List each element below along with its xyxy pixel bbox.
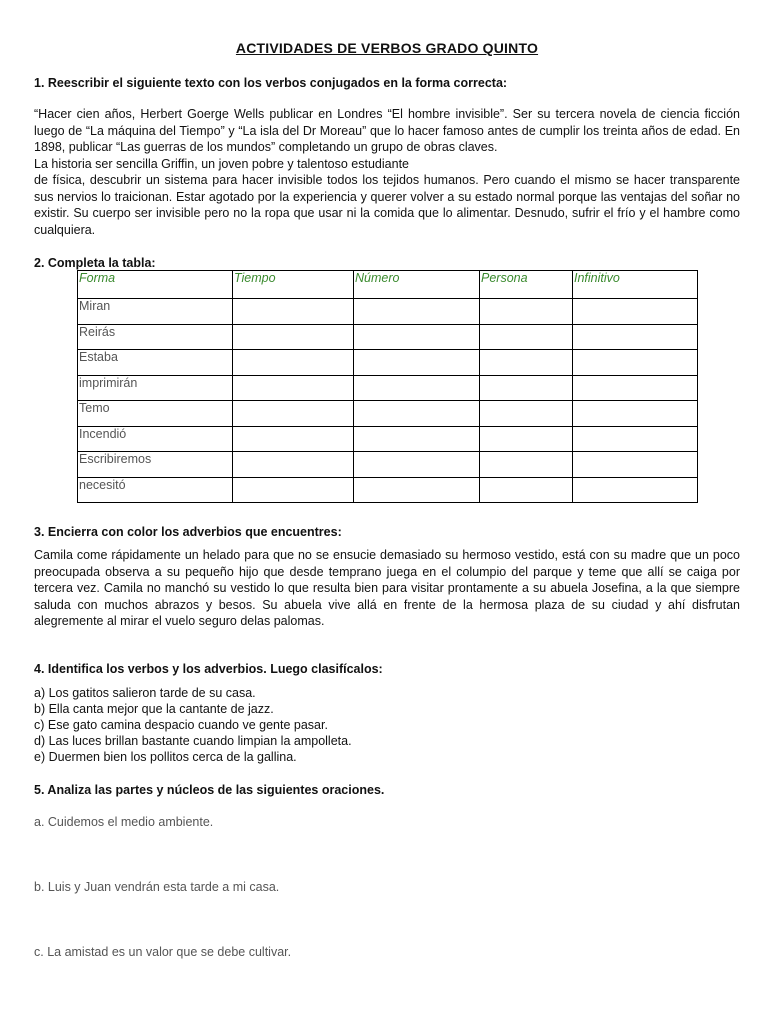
section4-list <box>34 685 740 765</box>
list-item: a) Los gatitos salieron tarde de su casa. <box>34 686 256 700</box>
header-tiempo: Tiempo <box>233 271 354 299</box>
verb-cell: imprimirán <box>78 375 233 401</box>
section1-text <box>34 106 740 238</box>
tiempo-cell[interactable] <box>233 324 354 350</box>
verb-table <box>77 270 698 503</box>
persona-cell[interactable] <box>480 477 573 503</box>
verb-cell: Escribiremos <box>78 452 233 478</box>
infinitivo-cell[interactable] <box>573 375 698 401</box>
verb-cell: Estaba <box>78 350 233 376</box>
numero-cell[interactable] <box>354 299 480 325</box>
sentence-b: b. Luis y Juan vendrán esta tarde a mi casa. <box>34 880 280 894</box>
numero-cell[interactable] <box>354 324 480 350</box>
persona-cell[interactable] <box>480 426 573 452</box>
verb-cell: Incendió <box>78 426 233 452</box>
tiempo-cell[interactable] <box>233 426 354 452</box>
tiempo-cell[interactable] <box>233 452 354 478</box>
infinitivo-cell[interactable] <box>573 426 698 452</box>
numero-cell[interactable] <box>354 350 480 376</box>
list-item: c) Ese gato camina despacio cuando ve gente pasar. <box>34 718 328 732</box>
infinitivo-cell[interactable] <box>573 324 698 350</box>
persona-cell[interactable] <box>480 401 573 427</box>
persona-cell[interactable] <box>480 350 573 376</box>
infinitivo-cell[interactable] <box>573 477 698 503</box>
tiempo-cell[interactable] <box>233 350 354 376</box>
table-row <box>78 477 698 503</box>
table-header-row <box>78 271 698 299</box>
verb-cell: necesitó <box>78 477 233 503</box>
table-row <box>78 299 698 325</box>
numero-cell[interactable] <box>354 477 480 503</box>
section2-heading: 2. Completa la tabla: <box>34 256 156 270</box>
persona-cell[interactable] <box>480 452 573 478</box>
table-row <box>78 426 698 452</box>
table-row <box>78 375 698 401</box>
section4-heading: 4. Identifica los verbos y los adverbios. Luego clasifícalos: <box>34 662 383 676</box>
tiempo-cell[interactable] <box>233 401 354 427</box>
verb-cell: Miran <box>78 299 233 325</box>
section1-heading: 1. Reescribir el siguiente texto con los verbos conjugados en la forma correcta: <box>34 76 508 90</box>
infinitivo-cell[interactable] <box>573 452 698 478</box>
section1-paragraph-a: “Hacer cien años, Herbert Goerge Wells publicar en Londres “El hombre invisible”. Ser su tercera novela de ciencia ficción luego de “La máquina del Tiempo” y “La isla del Dr Moreau” que lo hacer famoso antes de cumplir los treinta años de edad. En 1898, publicar “Las guerras de los mundos” completando un grupo de obras claves. <box>34 107 740 154</box>
section1-line-b: La historia ser sencilla Griffin, un joven pobre y talentoso estudiante <box>34 156 409 171</box>
numero-cell[interactable] <box>354 452 480 478</box>
tiempo-cell[interactable] <box>233 375 354 401</box>
numero-cell[interactable] <box>354 375 480 401</box>
verb-cell: Reirás <box>78 324 233 350</box>
sentence-a: a. Cuidemos el medio ambiente. <box>34 815 214 829</box>
table-row <box>78 452 698 478</box>
sentence-c: c. La amistad es un valor que se debe cultivar. <box>34 945 292 959</box>
table-row <box>78 324 698 350</box>
persona-cell[interactable] <box>480 375 573 401</box>
tiempo-cell[interactable] <box>233 299 354 325</box>
persona-cell[interactable] <box>480 324 573 350</box>
infinitivo-cell[interactable] <box>573 350 698 376</box>
header-forma: Forma <box>78 271 233 299</box>
list-item: e) Duermen bien los pollitos cerca de la gallina. <box>34 750 297 764</box>
list-item: b) Ella canta mejor que la cantante de jazz. <box>34 702 274 716</box>
tiempo-cell[interactable] <box>233 477 354 503</box>
numero-cell[interactable] <box>354 426 480 452</box>
list-item: d) Las luces brillan bastante cuando limpian la ampolleta. <box>34 734 352 748</box>
infinitivo-cell[interactable] <box>573 401 698 427</box>
table-row <box>78 401 698 427</box>
section3-paragraph: Camila come rápidamente un helado para que no se ensucie demasiado su hermoso vestido, está con su madre que un poco preocupada observa a su pequeño hijo que desde temprano juega en el columpio del parque y teme que allí se caiga por tercera vez. Camila no manchó su vestido lo que resulta bien para visitar prontamente a su abuela Josefina, a la que siempre saluda con muchos abrazos y besos. Su abuela vive allá en frente de la hermosa plaza de su ciudad y ahí disfrutan alegremente al mirar el vuelo seguro delas palomas. <box>34 548 740 628</box>
verb-cell: Temo <box>78 401 233 427</box>
page-title: ACTIVIDADES DE VERBOS GRADO QUINTO <box>235 40 539 56</box>
table-row <box>78 350 698 376</box>
numero-cell[interactable] <box>354 401 480 427</box>
header-numero: Número <box>354 271 480 299</box>
header-infinitivo: Infinitivo <box>573 271 698 299</box>
infinitivo-cell[interactable] <box>573 299 698 325</box>
header-persona: Persona <box>480 271 573 299</box>
section5-heading: 5. Analiza las partes y núcleos de las siguientes oraciones. <box>34 783 385 797</box>
persona-cell[interactable] <box>480 299 573 325</box>
section1-paragraph-c: de física, descubrir un sistema para hacer invisible todos los tejidos humanos. Pero cuando el mismo se hacer transparente sus nervios lo traicionan. Estar agotado por la experiencia y querer volver a su estado normal porque las ventajas del soñar no existir. Su cuerpo ser invisible pero no la ropa que usar ni la comida que lo alimentar. Desnudo, sufrir el frío y el hambre como cualquiera. <box>34 173 740 237</box>
section3-heading: 3. Encierra con color los adverbios que encuentres: <box>34 525 342 539</box>
